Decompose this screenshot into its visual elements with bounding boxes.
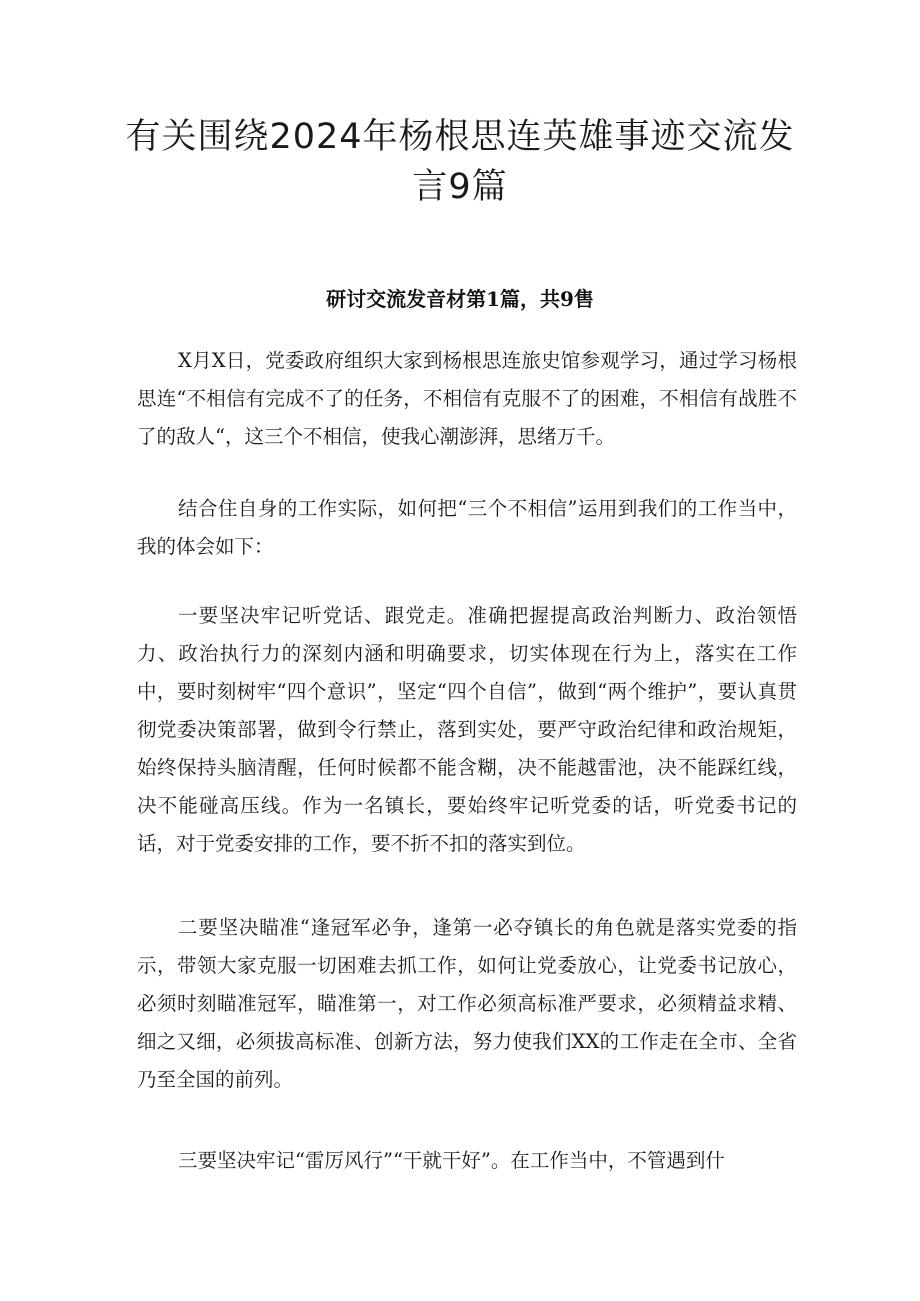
document-title: 有关围绕2024年杨根思连英雄事迹交流发言9篇 xyxy=(125,117,795,207)
paragraph: X月X日，党委政府组织大家到杨根思连旅史馆参观学习，通过学习杨根思连“不相信有完成不了的任务，不相信有克服不了的困难，不相信有战胜不了的敌人“，这三个不相信，使我心潮澎湃，思绪万千。 xyxy=(137,349,797,448)
section-heading: 研讨交流发音材第1篇，共9售 xyxy=(326,287,594,311)
paragraph: 一要坚决牢记听党话、跟党走。准确把握提高政治判断力、政治领悟力、政治执行力的深刻内涵和明确要求，切实体现在行为上，落实在工作中，要时刻树牢“四个意识”，坚定“四个自信”，做到“两个维护”，要认真贯彻党委决策部署，做到令行禁止，落到实处，要严守政治纪律和政治规矩，始终保持头脑清醒，任何时候都不能含糊，决不能越雷池，决不能踩红线，决不能碰高压线。作为一名镇长，要始终牢记听党委的话，听党委书记的话，对于党委安排的工作，要不折不扣的落实到位。 xyxy=(137,604,797,855)
paragraph: 结合住自身的工作实际，如何把“三个不相信”运用到我们的工作当中，我的体会如下： xyxy=(137,497,797,558)
paragraph: 三要坚决牢记“雷厉风行”“干就干好”。在工作当中，不管遇到什 xyxy=(178,1149,725,1172)
paragraph: 二要坚决瞄准“逢冠军必争，逢第一必夺镇长的角色就是落实党委的指示，带领大家克服一切困难去抓工作，如何让党委放心，让党委书记放心，必须时刻瞄准冠军，瞄准第一，对工作必须高标准严要求，必须精益求精、细之又细，必须拔高标准、创新方法，努力使我们XX的工作走在全市、全省乃至全国的前列。 xyxy=(137,916,797,1091)
